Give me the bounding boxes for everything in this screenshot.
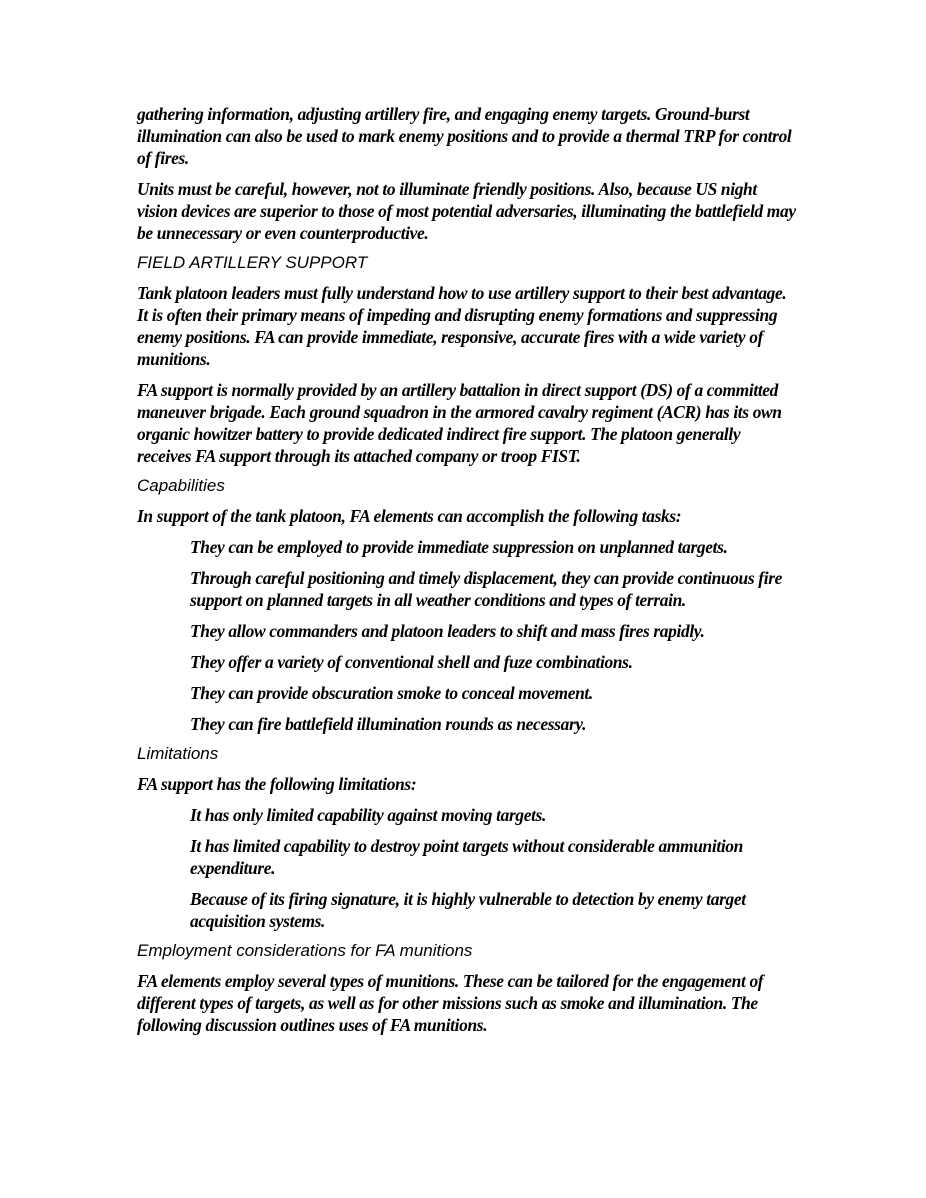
capability-item: They can fire battlefield illumination rounds as necessary. <box>190 714 587 734</box>
subheading-capabilities: Capabilities <box>137 476 225 495</box>
paragraph-fa-provision: FA support is normally provided by an artillery battalion in direct support (DS) of a committed maneuver brigade. Each ground squadron in the armored cavalry regiment (ACR) has its own organic howitzer battery to provide dedicated indirect fire support. The platoon generally receives FA support through its attached company or troop FIST. <box>137 380 782 466</box>
subheading-limitations: Limitations <box>137 744 219 763</box>
capability-item: They can be employed to provide immediate suppression on unplanned targets. <box>190 537 728 557</box>
document-page <box>137 103 797 1045</box>
paragraph-employment: FA elements employ several types of munitions. These can be tailored for the engagement of different types of targets, as well as for other missions such as smoke and illumination. The following discussion outlines uses of FA munitions. <box>137 971 764 1035</box>
capability-item: They can provide obscuration smoke to conceal movement. <box>190 683 593 703</box>
limitation-item: It has limited capability to destroy point targets without considerable ammunition expenditure. <box>190 836 743 878</box>
section-heading-field-artillery: FIELD ARTILLERY SUPPORT <box>137 253 368 272</box>
capabilities-intro: In support of the tank platoon, FA elements can accomplish the following tasks: <box>137 506 682 526</box>
limitation-item: Because of its firing signature, it is highly vulnerable to detection by enemy target acquisition systems. <box>190 889 746 931</box>
capability-item: They allow commanders and platoon leaders to shift and mass fires rapidly. <box>190 621 705 641</box>
paragraph-fa-understanding: Tank platoon leaders must fully understand how to use artillery support to their best advantage. It is often their primary means of impeding and disrupting enemy formations and suppressing enemy positions. FA can provide immediate, responsive, accurate fires with a wide variety of munitions. <box>137 283 787 369</box>
subheading-employment-considerations: Employment considerations for FA munitions <box>137 941 473 960</box>
capability-item: Through careful positioning and timely displacement, they can provide continuous fire support on planned targets in all weather conditions and types of terrain. <box>190 568 782 610</box>
paragraph-illumination-caution: Units must be careful, however, not to illuminate friendly positions. Also, because US night vision devices are superior to those of most potential adversaries, illuminating the battlefield may be unnecessary or even counterproductive. <box>137 179 796 243</box>
limitations-intro: FA support has the following limitations: <box>137 774 417 794</box>
paragraph-illumination-uses: gathering information, adjusting artillery fire, and engaging enemy targets. Ground-burst illumination can also be used to mark enemy positions and to provide a thermal TRP for control of fires. <box>137 104 792 168</box>
capability-item: They offer a variety of conventional shell and fuze combinations. <box>190 652 633 672</box>
limitation-item: It has only limited capability against moving targets. <box>190 805 546 825</box>
